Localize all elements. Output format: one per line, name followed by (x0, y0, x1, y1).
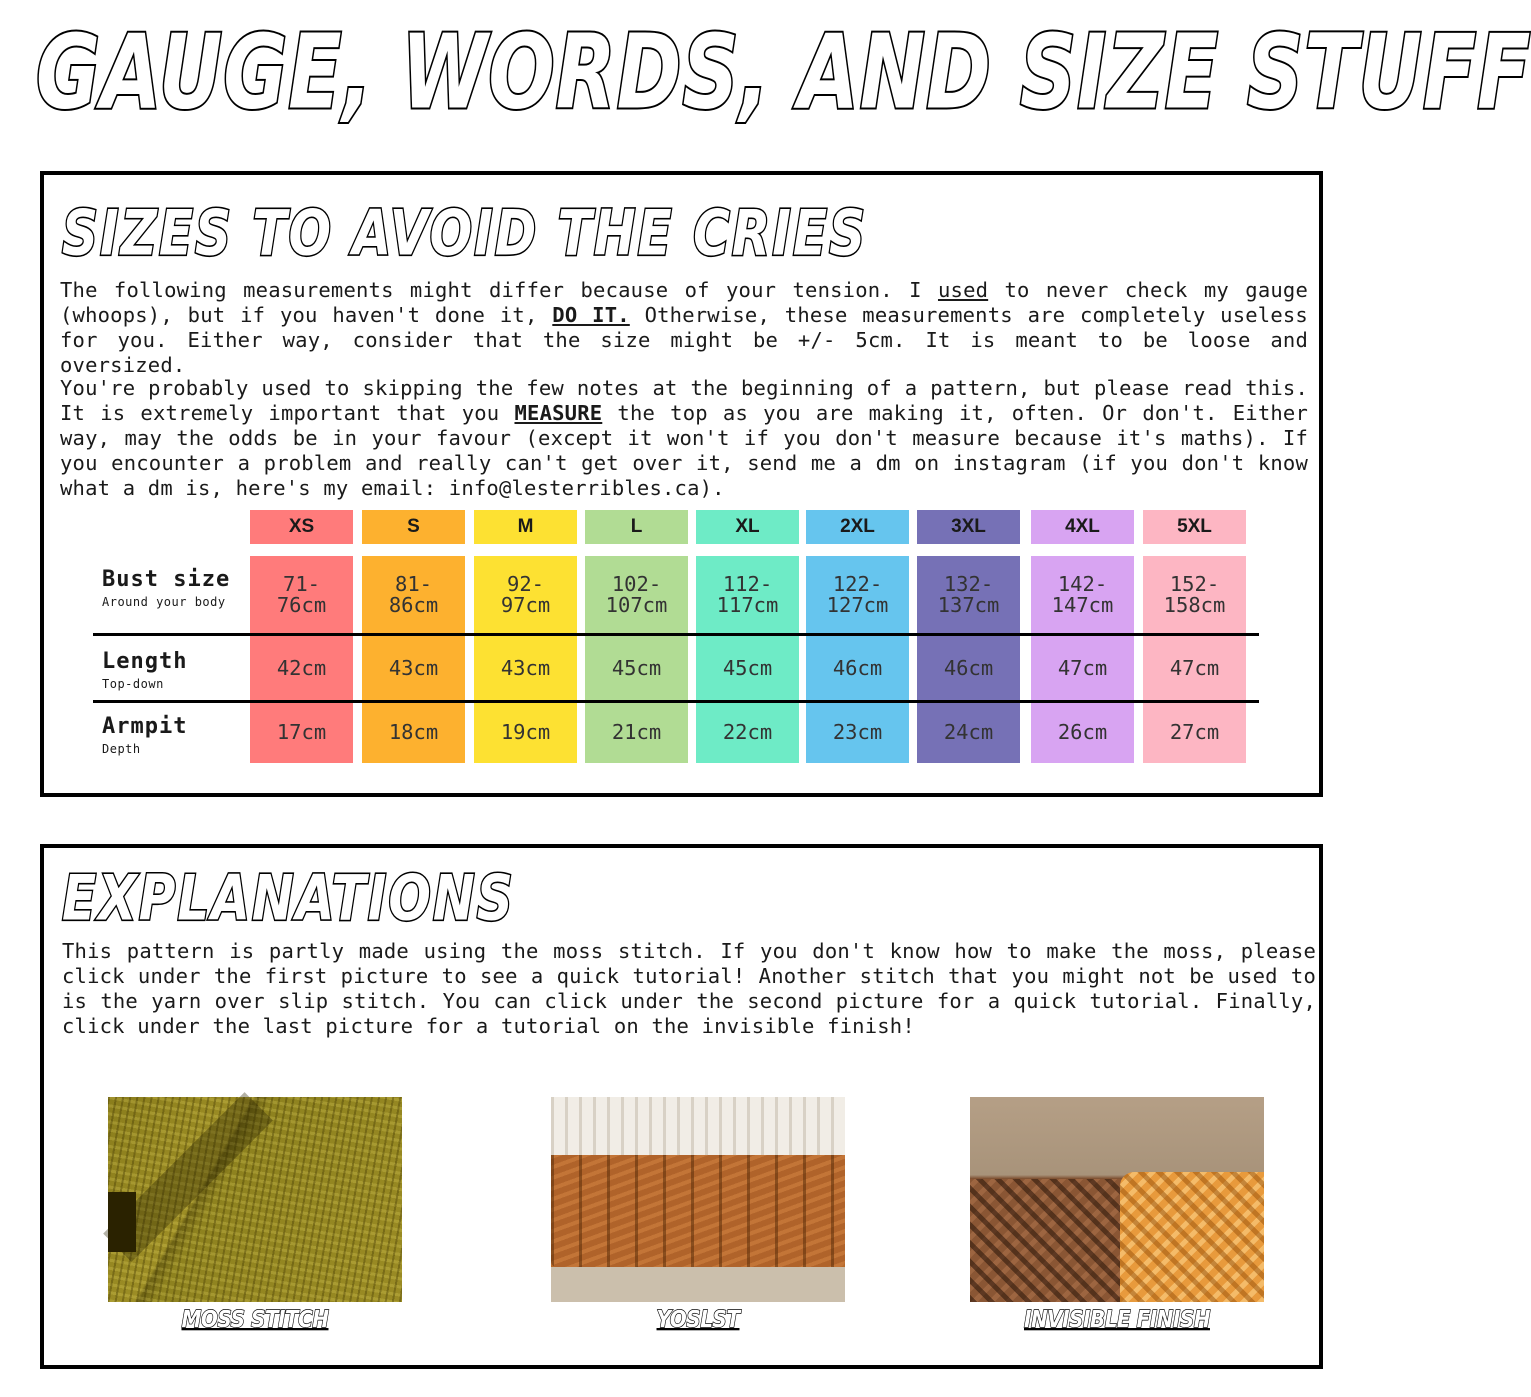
size-value-cell: 47cm (1143, 636, 1246, 700)
para2-text-b: the top as you are making it, often. Or don't. Either way, may the odds be in your favour (except it won't if you don't measure because it's maths). If you encounter a problem and really can't get over it, send me a dm on instagram (if you don't know what a dm is, here's my email: info@lesterribles.ca). (60, 401, 1308, 500)
size-value-cell: 43cm (474, 636, 577, 700)
moss-stitch-photo[interactable] (108, 1097, 402, 1302)
row-divider (93, 700, 1259, 703)
explanations-section-title: EXPLANATIONS (62, 862, 515, 935)
para2-text-a: You're probably used to skipping the few notes at the beginning of a pattern, but please read this. It is extremely important that you (60, 376, 1308, 425)
size-value-cell: 18cm (362, 702, 465, 763)
para1-text-a: The following measurements might differ because of your tension. I (60, 278, 938, 302)
explanations-panel (40, 844, 1323, 1369)
measure-paragraph (60, 376, 1308, 501)
size-header-4xl: 4XL (1031, 510, 1134, 544)
size-header-m: M (474, 510, 577, 544)
size-value-cell: 142- 147cm (1031, 556, 1134, 634)
para1-text-c: Otherwise, these measurements are completely useless for you. Either way, consider that the size might be +/- 5cm. It is meant to be loose and oversized. (60, 303, 1308, 377)
size-value-cell: 46cm (917, 636, 1020, 700)
size-header-xl: XL (696, 510, 799, 544)
size-value-cell: 71- 76cm (250, 556, 353, 634)
moss-stitch-tutorial-link[interactable]: MOSS STITCH (181, 1305, 329, 1333)
row-divider (93, 633, 1259, 636)
row-name: Bust size (102, 567, 231, 592)
size-value-cell: 24cm (917, 702, 1020, 763)
size-header-5xl: 5XL (1143, 510, 1246, 544)
size-value-cell: 102- 107cm (585, 556, 688, 634)
size-header-3xl: 3XL (917, 510, 1020, 544)
size-value-cell: 122- 127cm (806, 556, 909, 634)
size-value-cell: 26cm (1031, 702, 1134, 763)
row-subtitle: Top-down (102, 677, 164, 691)
row-label-length (102, 649, 187, 691)
size-header-2xl: 2XL (806, 510, 909, 544)
size-header-s: S (362, 510, 465, 544)
measure-emphasis: MEASURE (514, 401, 603, 425)
size-value-cell: 45cm (585, 636, 688, 700)
size-value-cell: 46cm (806, 636, 909, 700)
row-name: Armpit (102, 714, 188, 739)
size-value-cell: 27cm (1143, 702, 1246, 763)
sizes-panel (40, 171, 1323, 797)
row-subtitle: Around your body (102, 595, 226, 609)
row-subtitle: Depth (102, 742, 141, 756)
gauge-paragraph (60, 278, 1308, 378)
size-value-cell: 42cm (250, 636, 353, 700)
sizes-section-title: SIZES TO AVOID THE CRIES (62, 197, 868, 270)
yoslst-tutorial-link[interactable]: YOSLST (656, 1305, 740, 1333)
size-value-cell: 22cm (696, 702, 799, 763)
size-value-cell: 47cm (1031, 636, 1134, 700)
size-value-cell: 45cm (696, 636, 799, 700)
size-value-cell: 92- 97cm (474, 556, 577, 634)
size-value-cell: 43cm (362, 636, 465, 700)
invisible-finish-tutorial-link[interactable]: INVISIBLE FINISH (1024, 1305, 1210, 1333)
size-value-cell: 23cm (806, 702, 909, 763)
size-header-l: L (585, 510, 688, 544)
row-label-armpit (102, 714, 187, 756)
para1-text-b: to never check my gauge (whoops), but if you haven't done it, (60, 278, 1308, 327)
size-value-cell: 81- 86cm (362, 556, 465, 634)
row-name: Length (102, 649, 188, 674)
size-value-cell: 17cm (250, 702, 353, 763)
size-value-cell: 132- 137cm (917, 556, 1020, 634)
invisible-finish-photo[interactable] (970, 1097, 1264, 1302)
size-value-cell: 152- 158cm (1143, 556, 1246, 634)
size-value-cell: 112- 117cm (696, 556, 799, 634)
page-title: GAUGE, WORDS, AND SIZE STUFF (36, 14, 1531, 133)
used-emphasis: used (937, 278, 989, 302)
size-header-xs: XS (250, 510, 353, 544)
size-value-cell: 19cm (474, 702, 577, 763)
yoslst-photo[interactable] (551, 1097, 845, 1302)
explanations-paragraph: This pattern is partly made using the moss stitch. If you don't know how to make the moss, please click under the first picture to see a quick tutorial! Another stitch that you might not be used to is the yarn over slip stitch. You can click under the second picture for a quick tutorial. Finally, click under the last picture for a tutorial on the invisible finish! (62, 939, 1316, 1038)
size-value-cell: 21cm (585, 702, 688, 763)
row-label-bust-size (102, 567, 230, 609)
do-it-emphasis: DO IT. (552, 303, 630, 327)
